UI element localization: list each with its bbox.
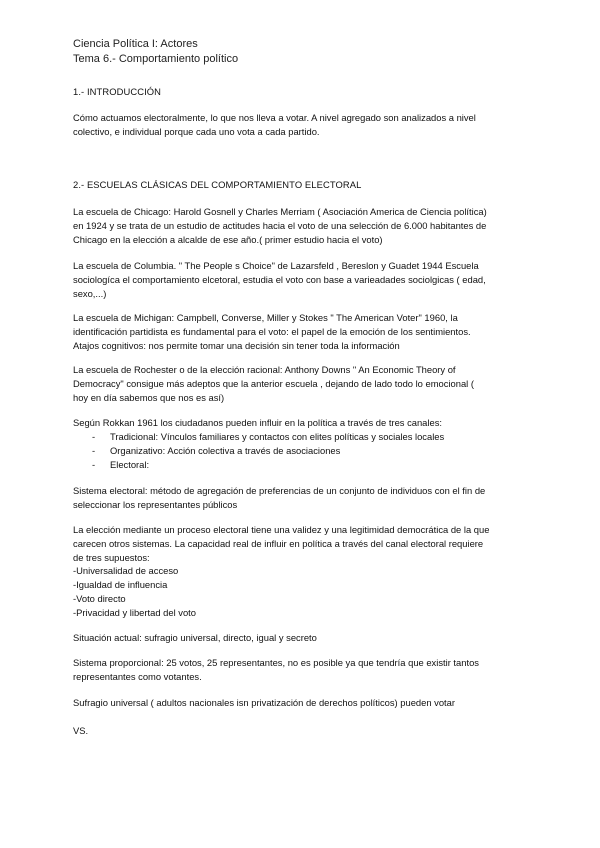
eleccion-paragraph-line: -Igualdad de influencia bbox=[73, 579, 168, 591]
eleccion-paragraph-line: -Privacidad y libertad del voto bbox=[73, 606, 196, 618]
sufragio-line: Sufragio universal ( adultos nacionales isn privatización de derechos políticos) pueden votar bbox=[73, 697, 455, 708]
rochester-paragraph-line: La escuela de Rochester o de la elección racional: Anthony Downs " An Economic Theory of bbox=[73, 364, 456, 375]
sistema-electoral-line: seleccionar los representantes públicos bbox=[73, 498, 238, 510]
columbia-paragraph-line: La escuela de Columbia. " The People s Choice" de Lazarsfeld , Bereslon y Guadet 1944 Escuela bbox=[73, 260, 479, 271]
proporcional-line: representantes como votantes. bbox=[73, 670, 202, 682]
eleccion-paragraph-line: de tres supuestos: bbox=[73, 551, 150, 563]
eleccion-paragraph-line: -Voto directo bbox=[73, 593, 126, 604]
intro-heading: 1.- INTRODUCCIÓN bbox=[73, 86, 162, 97]
eleccion-paragraph-line: carecen otros sistemas. La capacidad real de influir en política a través del canal electoral requiere bbox=[73, 537, 484, 549]
topic-title: Tema 6.- Comportamiento político bbox=[73, 53, 239, 65]
columbia-paragraph-line: sexo,...) bbox=[73, 287, 107, 299]
michigan-paragraph-line: Atajos cognitivos: nos permite tomar una decisión sin tener toda la información bbox=[73, 339, 400, 351]
eleccion-paragraph-line: -Universalidad de acceso bbox=[73, 565, 179, 577]
eleccion-paragraph-line: La elección mediante un proceso electoral tiene una validez y una legitimidad democrática de la que bbox=[73, 524, 490, 535]
rokkan-channel-item: Tradicional: Vínculos familiares y contactos con elites políticas y sociales locales bbox=[110, 431, 445, 442]
proporcional-line: Sistema proporcional: 25 votos, 25 representantes, no es posible ya que tendría que existir tantos bbox=[73, 657, 479, 668]
vs-label: VS. bbox=[73, 725, 89, 736]
rochester-paragraph-line: hoy en día sabemos que nos es así) bbox=[73, 391, 225, 403]
course-title: Ciencia Política I: Actores bbox=[73, 38, 198, 50]
chicago-paragraph-line: en 1924 y se trata de un estudio de actitudes hacia el voto de una selección de 6.000 habitantes de bbox=[73, 219, 487, 231]
bullet-dash: - bbox=[92, 459, 96, 470]
intro-paragraph-line: colectivo, e individual porque cada uno vota a cada partido. bbox=[73, 125, 320, 137]
bullet-dash: - bbox=[92, 445, 96, 456]
michigan-paragraph-line: identificación partidista es fundamental para el voto: el papel de la emoción de los sentimientos. bbox=[73, 325, 471, 337]
bullet-dash: - bbox=[92, 431, 96, 442]
intro-paragraph-line: Cómo actuamos electoralmente, lo que nos lleva a votar. A nivel agregado son analizados a nivel bbox=[73, 112, 476, 123]
michigan-paragraph-line: La escuela de Michigan: Campbell, Converse, Miller y Stokes " The American Voter" 1960, la bbox=[73, 312, 458, 323]
schools-heading: 2.- ESCUELAS CLÁSICAS DEL COMPORTAMIENTO ELECTORAL bbox=[73, 179, 362, 190]
rochester-paragraph-line: Democracy" consigue más adeptos que la anterior escuela , dejando de lado todo lo emocional ( bbox=[73, 377, 474, 389]
rokkan-channel-item: Organizativo: Acción colectiva a través de asociaciones bbox=[110, 445, 341, 456]
sistema-electoral-line: Sistema electoral: método de agregación de preferencias de un conjunto de individuos con el fin de bbox=[73, 485, 486, 496]
rokkan-channel-item: Electoral: bbox=[110, 459, 150, 470]
situacion-line: Situación actual: sufragio universal, directo, igual y secreto bbox=[73, 632, 317, 643]
chicago-paragraph-line: Chicago en la elección a alcalde de ese año.( primer estudio hacia el voto) bbox=[73, 233, 383, 245]
chicago-paragraph-line: La escuela de Chicago: Harold Gosnell y Charles Merriam ( Asociación America de Ciencia política) bbox=[73, 206, 487, 217]
rokkan-intro: Según Rokkan 1961 los ciudadanos pueden influir en la política a través de tres canales: bbox=[73, 417, 442, 428]
columbia-paragraph-line: sociologíca el comportamiento elcetoral, estudia el voto con base a varieadades sociolgicas ( edad, bbox=[73, 273, 486, 285]
